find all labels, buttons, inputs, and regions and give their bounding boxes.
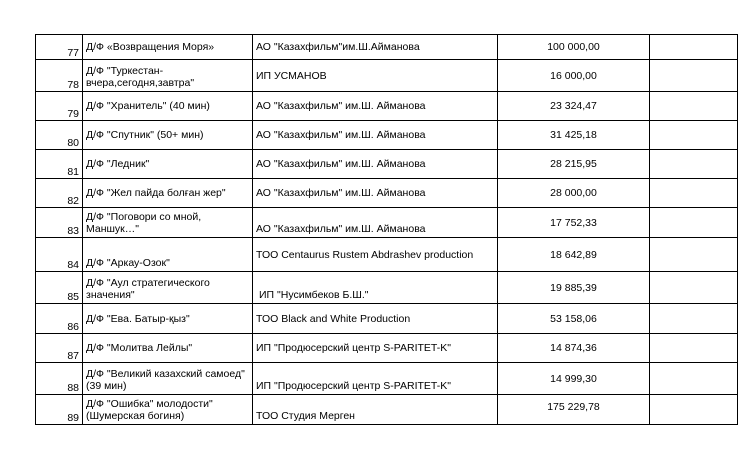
table-row — [36, 179, 738, 208]
amount: 175 229,78 — [498, 395, 650, 425]
amount: 14 999,30 — [498, 363, 650, 395]
table-row — [36, 272, 738, 304]
amount: 18 642,89 — [498, 238, 650, 272]
row-number: 85 — [36, 272, 83, 304]
empty-cell — [650, 35, 738, 60]
producer: АО "Казахфильм"им.Ш.Айманова — [253, 35, 498, 60]
amount: 17 752,33 — [498, 208, 650, 238]
amount: 16 000,00 — [498, 60, 650, 92]
producer: ТОО Centaurus Rustem Abdrashev production — [253, 238, 498, 272]
empty-cell — [650, 208, 738, 238]
film-title: Д/Ф «Возвращения Моря» — [83, 35, 253, 60]
film-title: Д/Ф "Ева. Батыр-қыз" — [83, 304, 253, 334]
row-number: 84 — [36, 238, 83, 272]
table-row — [36, 121, 738, 150]
producer: АО "Казахфильм" им.Ш. Айманова — [253, 121, 498, 150]
producer: ИП "Продюсерский центр S-PARITET-K" — [253, 334, 498, 363]
row-number: 88 — [36, 363, 83, 395]
row-number: 87 — [36, 334, 83, 363]
empty-cell — [650, 272, 738, 304]
producer: ИП УСМАНОВ — [253, 60, 498, 92]
film-title: Д/Ф "Молитва Лейлы" — [83, 334, 253, 363]
amount: 23 324,47 — [498, 92, 650, 121]
empty-cell — [650, 92, 738, 121]
table-row — [36, 208, 738, 238]
empty-cell — [650, 150, 738, 179]
film-title: Д/Ф "Великий казахский самоед" (39 мин) — [83, 363, 253, 395]
empty-cell — [650, 60, 738, 92]
row-number: 80 — [36, 121, 83, 150]
film-title: Д/Ф "Ошибка" молодости" (Шумерская богиня) — [83, 395, 253, 425]
producer: АО "Казахфильм" им.Ш. Айманова — [253, 208, 498, 238]
table-row — [36, 304, 738, 334]
empty-cell — [650, 121, 738, 150]
empty-cell — [650, 179, 738, 208]
table-row — [36, 395, 738, 425]
empty-cell — [650, 395, 738, 425]
table-row — [36, 238, 738, 272]
row-number: 78 — [36, 60, 83, 92]
table-row — [36, 35, 738, 60]
amount: 14 874,36 — [498, 334, 650, 363]
producer: ИП "Продюсерский центр S-PARITET-K" — [253, 363, 498, 395]
row-number: 82 — [36, 179, 83, 208]
amount: 31 425,18 — [498, 121, 650, 150]
row-number: 77 — [36, 35, 83, 60]
amount: 28 000,00 — [498, 179, 650, 208]
table-row — [36, 60, 738, 92]
amount: 28 215,95 — [498, 150, 650, 179]
table-row — [36, 150, 738, 179]
amount: 53 158,06 — [498, 304, 650, 334]
amount: 19 885,39 — [498, 272, 650, 304]
empty-cell — [650, 363, 738, 395]
producer: АО "Казахфильм" им.Ш. Айманова — [253, 92, 498, 121]
empty-cell — [650, 334, 738, 363]
film-funding-table — [35, 34, 738, 425]
producer: ИП "Нусимбеков Б.Ш." — [253, 272, 498, 304]
producer: ТОО Black and White Production — [253, 304, 498, 334]
film-title: Д/Ф "Поговори со мной, Маншук…" — [83, 208, 253, 238]
film-title: Д/Ф "Хранитель" (40 мин) — [83, 92, 253, 121]
row-number: 81 — [36, 150, 83, 179]
film-title: Д/Ф "Ледник" — [83, 150, 253, 179]
row-number: 79 — [36, 92, 83, 121]
film-title: Д/Ф "Туркестан-вчера,сегодня,завтра" — [83, 60, 253, 92]
film-title: Д/Ф "Спутник" (50+ мин) — [83, 121, 253, 150]
film-title: Д/Ф "Аул стратегического значения" — [83, 272, 253, 304]
row-number: 86 — [36, 304, 83, 334]
producer: АО "Казахфильм" им.Ш. Айманова — [253, 179, 498, 208]
table-row — [36, 92, 738, 121]
producer: АО "Казахфильм" им.Ш. Айманова — [253, 150, 498, 179]
row-number: 89 — [36, 395, 83, 425]
empty-cell — [650, 238, 738, 272]
empty-cell — [650, 304, 738, 334]
table-row — [36, 363, 738, 395]
film-title: Д/Ф "Аркау-Озок" — [83, 238, 253, 272]
producer: ТОО Студия Мерген — [253, 395, 498, 425]
row-number: 83 — [36, 208, 83, 238]
amount: 100 000,00 — [498, 35, 650, 60]
film-title: Д/Ф "Жел пайда болған жер" — [83, 179, 253, 208]
table-row — [36, 334, 738, 363]
